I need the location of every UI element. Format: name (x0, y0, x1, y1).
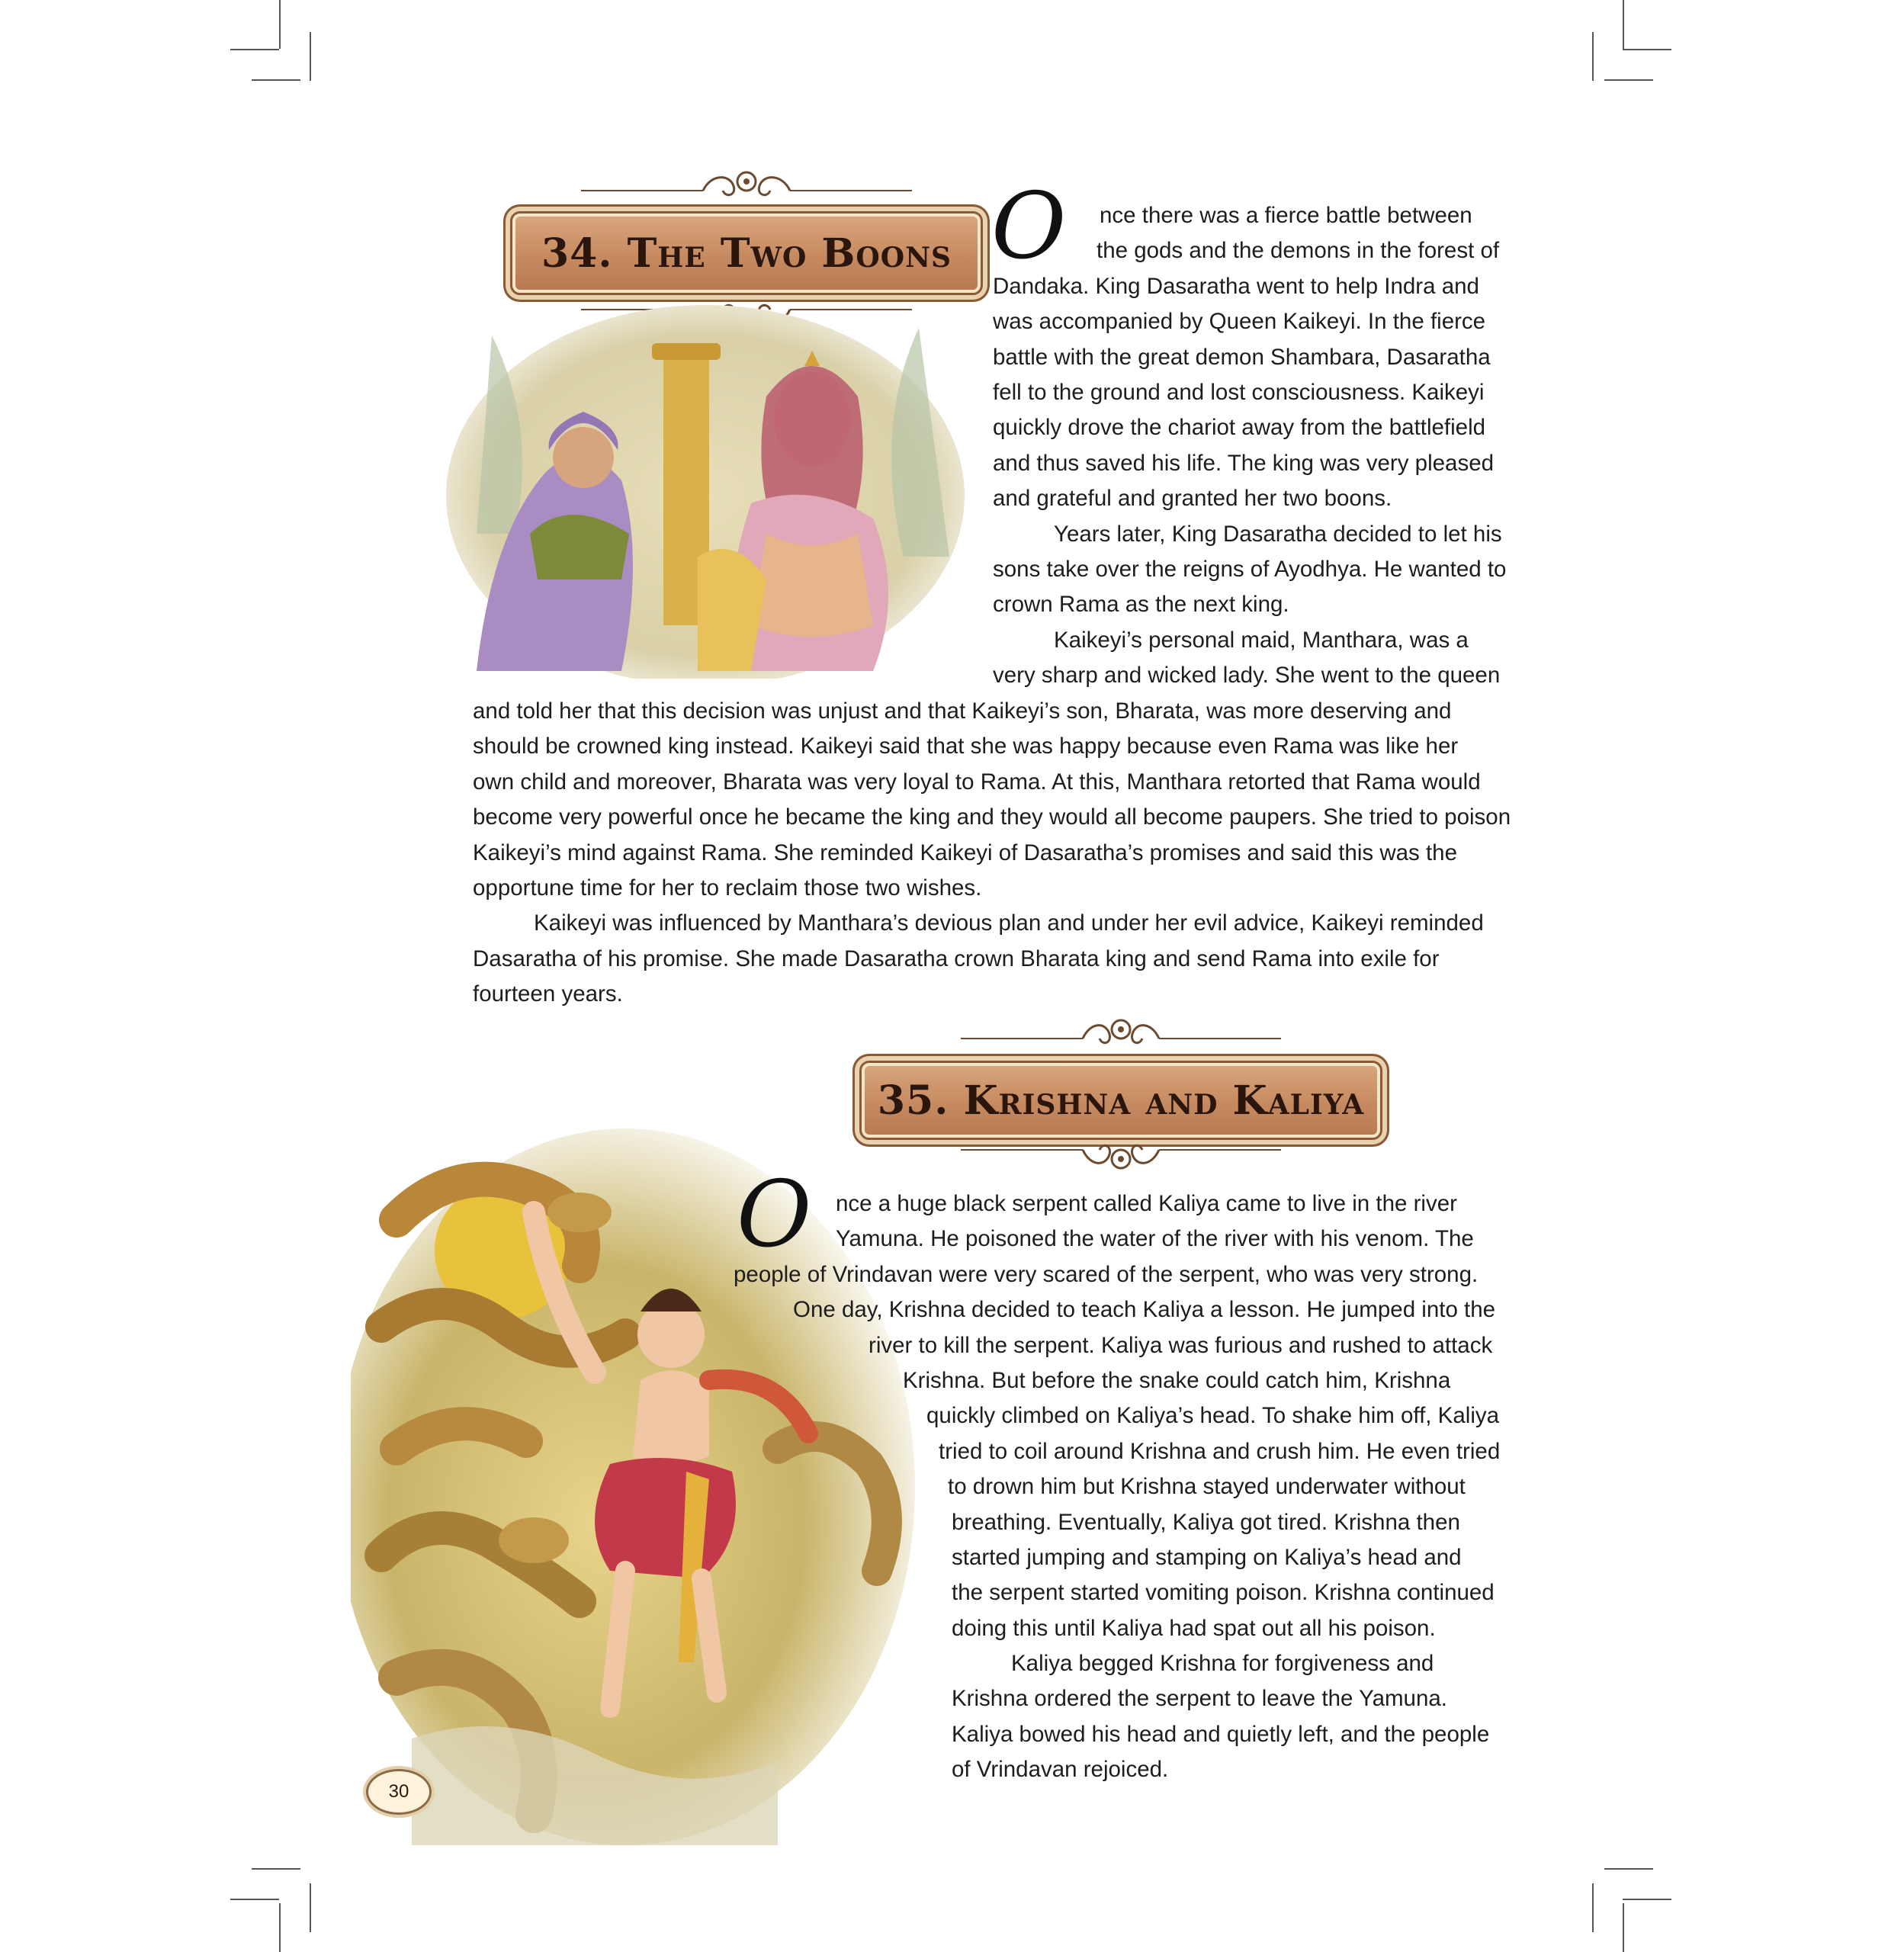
text-line: Dasaratha of his promise. She made Dasaratha crown Bharata king and send Rama into exile for (473, 946, 1440, 971)
crop-mark (310, 32, 311, 81)
text-line: fourteen years. (473, 981, 623, 1007)
story35-drop-cap: O (737, 1162, 812, 1268)
text-line: Krishna ordered the serpent to leave the Yamuna. (952, 1686, 1447, 1712)
text-line: tried to coil around Krishna and crush him. He even tried (939, 1438, 1501, 1464)
ornament-top-icon (862, 1006, 1380, 1052)
text-line: the gods and the demons in the forest of (1096, 238, 1500, 264)
crop-mark (252, 79, 300, 81)
crop-mark (1592, 32, 1594, 81)
text-line: One day, Krishna decided to teach Kaliya a lesson. He jumped into the (793, 1297, 1496, 1323)
ornament-top-icon (512, 159, 981, 204)
text-line: Kaliya begged Krishna for forgiveness and (1011, 1651, 1434, 1677)
crop-mark (1623, 1899, 1671, 1900)
text-line: quickly climbed on Kaliya’s head. To shake him off, Kaliya (926, 1403, 1500, 1429)
crop-mark (1623, 1903, 1624, 1952)
story35-title: 35. Krishna and Kaliya (877, 1077, 1365, 1124)
text-line: Kaliya bowed his head and quietly left, and the people (952, 1721, 1490, 1747)
text-line: Kaikeyi’s mind against Rama. She reminded Kaikeyi of Dasaratha’s promises and said this was the (473, 840, 1457, 865)
title-plaque (862, 1063, 1380, 1138)
text-line: become very powerful once he became the king and they would all become paupers. She tried to poison (473, 804, 1511, 830)
crop-mark (1592, 1883, 1594, 1932)
crop-mark (1604, 1868, 1653, 1870)
text-line: own child and moreover, Bharata was very loyal to Rama. At this, Manthara retorted that Rama would (473, 769, 1481, 795)
crop-mark (279, 1903, 281, 1952)
text-line: Krishna. But before the snake could catch him, Krishna (903, 1367, 1451, 1393)
text-line: doing this until Kaliya had spat out all his poison. (952, 1615, 1436, 1641)
crop-mark (230, 49, 279, 50)
text-line: and grateful and granted her two boons. (993, 486, 1392, 512)
crop-mark (252, 1868, 300, 1870)
text-line: Kaikeyi’s personal maid, Manthara, was a (1054, 627, 1469, 653)
text-line: the serpent started vomiting poison. Krishna continued (952, 1580, 1495, 1606)
title-plaque (512, 214, 981, 293)
text-line: nce there was a fierce battle between (1100, 203, 1472, 228)
text-line: battle with the great demon Shambara, Dasaratha (993, 344, 1491, 370)
text-line: sons take over the reigns of Ayodhya. He wanted to (993, 556, 1507, 582)
text-line: was accompanied by Queen Kaikeyi. In the fierce (993, 309, 1486, 335)
text-line: breathing. Eventually, Kaliya got tired. Krishna then (952, 1509, 1460, 1535)
story35-text (734, 1186, 1500, 1788)
text-line: and told her that this decision was unjust and that Kaikeyi’s son, Bharata, was more deserving and (473, 698, 1452, 724)
crop-mark (1623, 0, 1624, 49)
text-line: Years later, King Dasaratha decided to let his (1054, 521, 1502, 547)
text-line: crown Rama as the next king. (993, 592, 1289, 618)
text-line: nce a huge black serpent called Kaliya came to live in the river (836, 1191, 1457, 1216)
text-line: of Vrindavan rejoiced. (952, 1757, 1169, 1783)
text-line: very sharp and wicked lady. She went to the queen (993, 663, 1501, 689)
story34-text-column (993, 198, 1506, 693)
text-line: to drown him but Krishna stayed underwater without (948, 1474, 1466, 1500)
text-line: fell to the ground and lost consciousness. Kaikeyi (993, 379, 1485, 405)
text-line: river to kill the serpent. Kaliya was furious and rushed to attack (869, 1332, 1493, 1358)
text-line: people of Vrindavan were very scared of the serpent, who was very strong. (734, 1261, 1479, 1287)
text-line: quickly drove the chariot away from the battlefield (993, 415, 1486, 441)
crop-mark (1604, 79, 1653, 81)
text-line: Yamuna. He poisoned the water of the river with his venom. The (836, 1226, 1474, 1252)
story34-title: 34. The Two Boons (541, 230, 952, 277)
text-line: started jumping and stamping on Kaliya’s head and (952, 1544, 1462, 1570)
kaikeyi-manthara-illustration (446, 305, 965, 679)
crop-mark (279, 0, 281, 49)
crop-mark (1623, 49, 1671, 50)
story34-drop-cap: O (991, 174, 1067, 280)
story34-text-full (473, 694, 1511, 1013)
text-line: Dandaka. King Dasaratha went to help Indra and (993, 273, 1479, 299)
text-line: opportune time for her to reclaim those two wishes. (473, 875, 982, 901)
crop-mark (230, 1899, 279, 1900)
text-line: Kaikeyi was influenced by Manthara’s devious plan and under her evil advice, Kaikeyi reminded (534, 910, 1484, 936)
text-line: and thus saved his life. The king was very pleased (993, 450, 1495, 476)
crop-mark (310, 1883, 311, 1932)
text-line: should be crowned king instead. Kaikeyi said that she was happy because even Rama was like her (473, 734, 1459, 759)
page-number: 30 (366, 1769, 432, 1815)
